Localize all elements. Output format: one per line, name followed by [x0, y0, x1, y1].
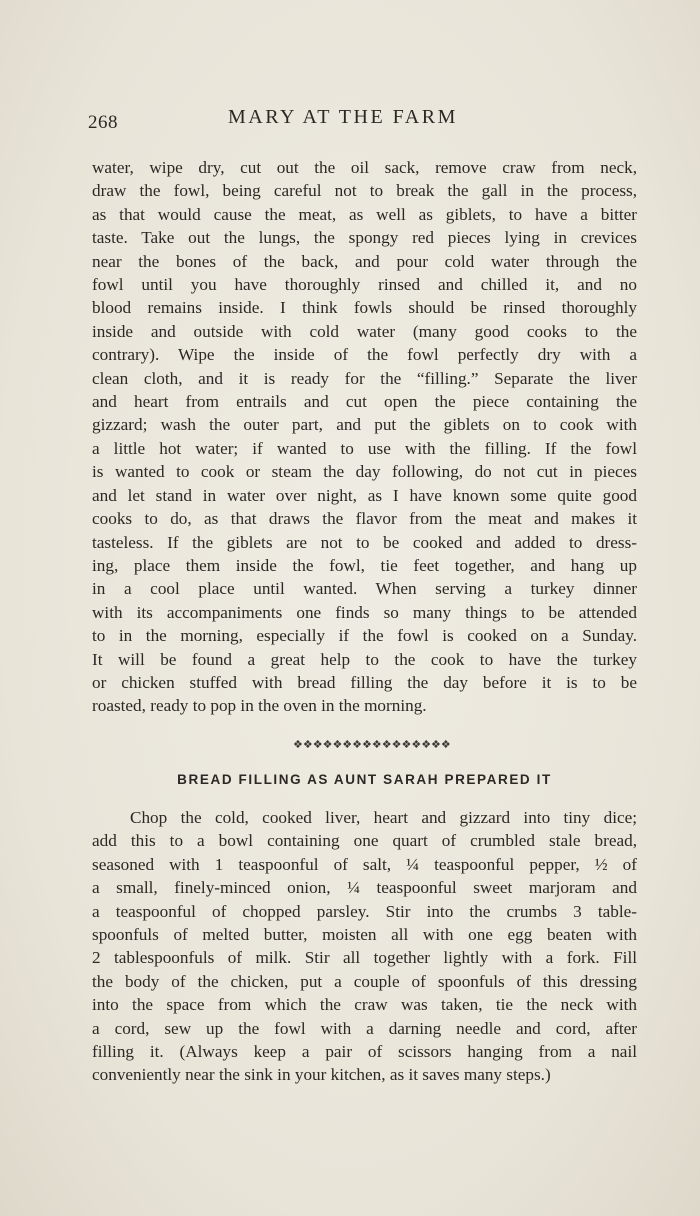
recipe-line: a cord, sew up the fowl with a darning needle and cord, after: [92, 1018, 637, 1038]
body-line: contrary). Wipe the inside of the fowl perfectly dry with a: [92, 345, 637, 365]
recipe-line: spoonfuls of melted butter, moisten all with one egg beaten with: [92, 925, 637, 945]
body-line: as that would cause the meat, as well as giblets, to have a bitter: [92, 204, 637, 224]
recipe-line: Chop the cold, cooked liver, heart and gizzard into tiny dice;: [130, 808, 637, 827]
recipe-paragraph: [92, 806, 637, 1087]
body-line: blood remains inside. I think fowls should be rinsed thoroughly: [92, 298, 637, 318]
recipe-line: a small, finely-minced onion, ¼ teaspoonful sweet marjoram and: [92, 878, 637, 898]
body-line: in a cool place until wanted. When serving a turkey dinner: [92, 579, 637, 599]
body-line: ing, place them inside the fowl, tie feet together, and hang up: [92, 555, 637, 575]
recipe-line: seasoned with 1 teaspoonful of salt, ¼ teaspoonful pepper, ½ of: [92, 854, 637, 874]
section-heading: BREAD FILLING AS AUNT SARAH PREPARED IT: [177, 772, 552, 787]
body-line: or chicken stuffed with bread filling the day before it is to be: [92, 672, 637, 692]
body-line: taste. Take out the lungs, the spongy red pieces lying in crevices: [92, 228, 637, 248]
body-line: clean cloth, and it is ready for the “filling.” Separate the liver: [92, 368, 637, 388]
body-line: inside and outside with cold water (many good cooks to the: [92, 321, 637, 341]
recipe-line: conveniently near the sink in your kitchen, as it saves many steps.): [92, 1065, 551, 1085]
body-line: is wanted to cook or steam the day following, do not cut in pieces: [92, 462, 637, 482]
body-line: draw the fowl, being careful not to break the gall in the process,: [92, 181, 637, 201]
recipe-line: into the space from which the craw was taken, tie the neck with: [92, 995, 637, 1015]
body-line: to in the morning, especially if the fowl is cooked on a Sunday.: [92, 626, 637, 646]
body-line: a little hot water; if wanted to use with the filling. If the fowl: [92, 438, 637, 458]
recipe-line: the body of the chicken, put a couple of spoonfuls of this dressing: [92, 971, 637, 991]
body-line: tasteless. If the giblets are not to be cooked and added to dress-: [92, 532, 637, 552]
recipe-line: 2 tablespoonfuls of milk. Stir all together lightly with a fork. Fill: [92, 948, 637, 968]
body-line: water, wipe dry, cut out the oil sack, remove craw from neck,: [92, 158, 637, 177]
body-line: with its accompaniments one finds so many things to be attended: [92, 602, 637, 622]
recipe-line: a teaspoonful of chopped parsley. Stir into the crumbs 3 table-: [92, 901, 637, 921]
body-paragraph: [92, 156, 637, 718]
body-line: near the bones of the back, and pour cold water through the: [92, 251, 637, 271]
running-title: MARY AT THE FARM: [228, 106, 458, 128]
running-head: [88, 104, 636, 134]
recipe-line: add this to a bowl containing one quart of crumbled stale bread,: [92, 831, 637, 851]
ornamental-divider: ❖❖❖❖❖❖❖❖❖❖❖❖❖❖❖❖: [293, 739, 451, 751]
body-line: fowl until you have thoroughly rinsed and chilled it, and no: [92, 275, 637, 295]
page-number: 268: [88, 112, 118, 133]
body-line: It will be found a great help to the cook to have the turkey: [92, 649, 637, 669]
body-line: and let stand in water over night, as I have known some quite good: [92, 485, 637, 505]
body-line: and heart from entrails and cut open the piece containing the: [92, 392, 637, 412]
recipe-line: filling it. (Always keep a pair of scissors hanging from a nail: [92, 1042, 637, 1062]
body-line: cooks to do, as that draws the flavor from the meat and makes it: [92, 509, 637, 529]
body-line: gizzard; wash the outer part, and put the giblets on to cook with: [92, 415, 637, 435]
body-line: roasted, ready to pop in the oven in the morning.: [92, 696, 427, 716]
